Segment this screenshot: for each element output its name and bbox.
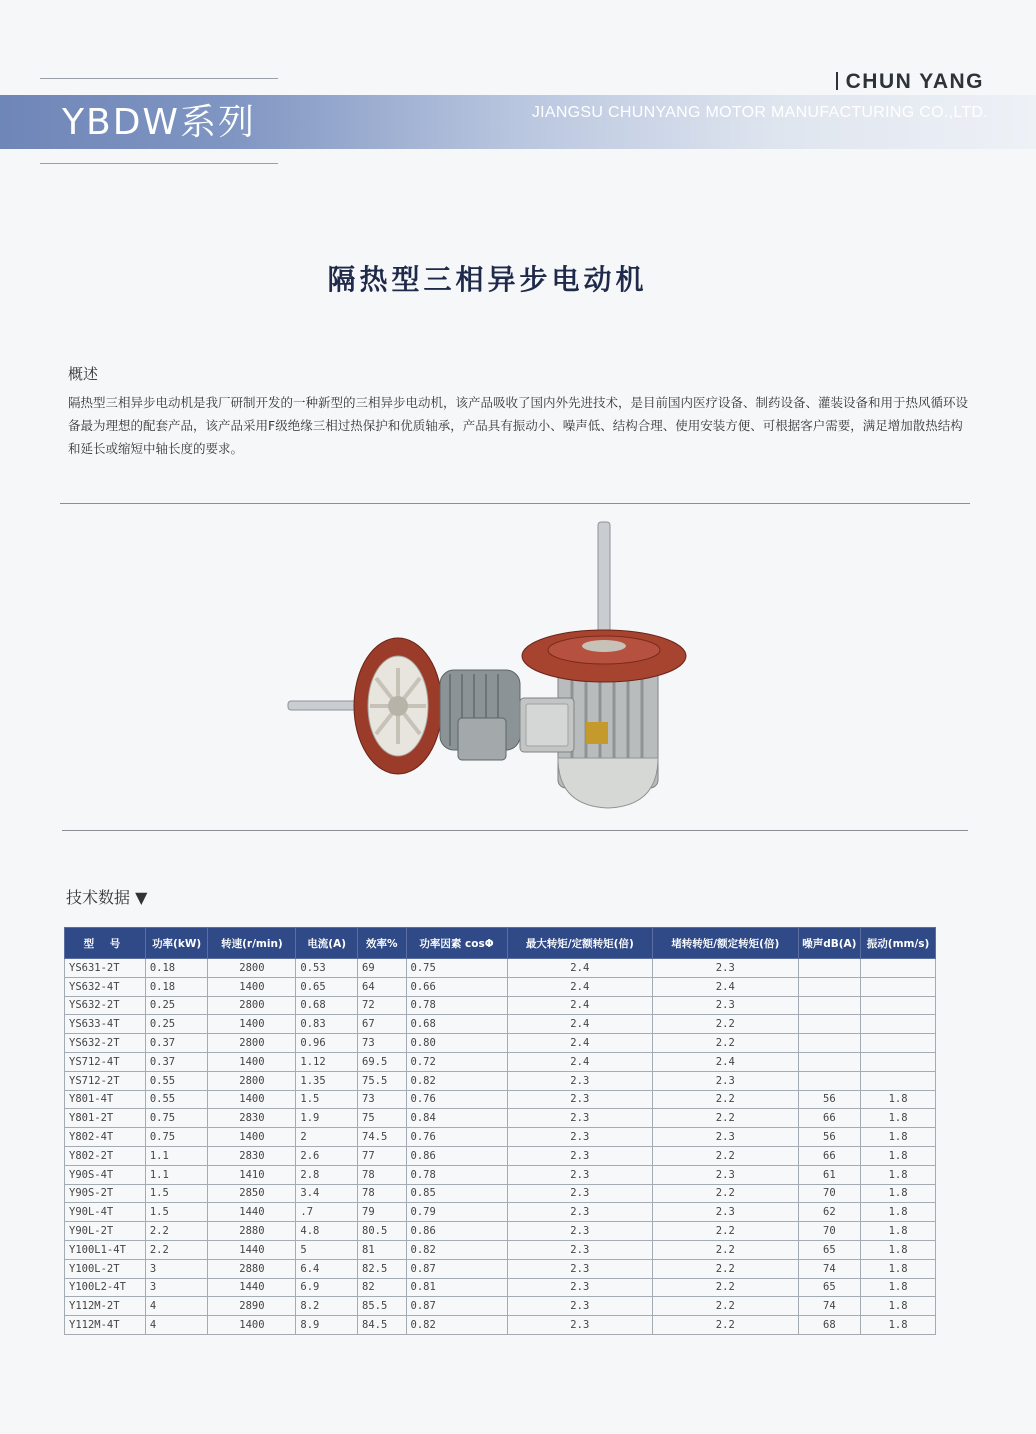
table-cell: 2.2 <box>653 1146 799 1165</box>
table-cell: 2.2 <box>653 1222 799 1241</box>
table-cell: 3.4 <box>296 1184 358 1203</box>
col-header: 堵转转矩/额定转矩(倍) <box>653 928 799 959</box>
table-cell: 80.5 <box>358 1222 407 1241</box>
table-cell: 0.86 <box>406 1222 507 1241</box>
table-row <box>65 1316 936 1335</box>
series-title: YBDW系列 <box>62 102 257 143</box>
table-cell: 2.3 <box>507 1184 653 1203</box>
table-cell: 67 <box>358 1015 407 1034</box>
table-cell: 2800 <box>208 1034 296 1053</box>
table-cell: 1.35 <box>296 1071 358 1090</box>
table-cell: 8.9 <box>296 1316 358 1335</box>
table-row <box>65 1109 936 1128</box>
table-cell: 1440 <box>208 1203 296 1222</box>
table-cell: 2.3 <box>507 1090 653 1109</box>
table-cell: 1410 <box>208 1165 296 1184</box>
table-row <box>65 1184 936 1203</box>
table-row <box>65 1165 936 1184</box>
divider-bottom <box>62 830 968 831</box>
table-cell: 1.8 <box>861 1222 936 1241</box>
table-cell: 2.4 <box>507 977 653 996</box>
table-cell <box>861 1052 936 1071</box>
table-cell: 0.76 <box>406 1090 507 1109</box>
table-row <box>65 1146 936 1165</box>
table-cell: 2.2 <box>653 1109 799 1128</box>
page-title: 隔热型三相异步电动机 <box>327 263 648 296</box>
table-cell <box>798 959 861 978</box>
table-cell: 1.8 <box>861 1128 936 1147</box>
table-cell: 4 <box>145 1316 208 1335</box>
table-cell: Y90S-2T <box>65 1184 146 1203</box>
table-cell: 0.68 <box>296 996 358 1015</box>
table-cell: 73 <box>358 1090 407 1109</box>
table-cell: 2800 <box>208 996 296 1015</box>
table-cell: 85.5 <box>358 1297 407 1316</box>
table-cell: 1.8 <box>861 1259 936 1278</box>
table-cell: 2.3 <box>507 1316 653 1335</box>
table-cell: 0.25 <box>145 1015 208 1034</box>
table-cell: 2.2 <box>653 1297 799 1316</box>
table-row <box>65 1034 936 1053</box>
table-cell: 1.8 <box>861 1203 936 1222</box>
table-cell: 61 <box>798 1165 861 1184</box>
table-cell: 74 <box>798 1297 861 1316</box>
table-cell: 0.18 <box>145 959 208 978</box>
table-cell: 79 <box>358 1203 407 1222</box>
table-row <box>65 1240 936 1259</box>
table-cell: 82.5 <box>358 1259 407 1278</box>
table-cell: 0.82 <box>406 1240 507 1259</box>
table-cell: Y802-2T <box>65 1146 146 1165</box>
table-cell: 6.9 <box>296 1278 358 1297</box>
table-cell: 5 <box>296 1240 358 1259</box>
table-row <box>65 977 936 996</box>
table-row <box>65 1278 936 1297</box>
tech-data-heading: 技术数据 ▼ <box>66 888 148 907</box>
table-cell: 2830 <box>208 1109 296 1128</box>
table-cell: 1400 <box>208 977 296 996</box>
table-cell: 2.3 <box>507 1222 653 1241</box>
table-cell: 66 <box>798 1146 861 1165</box>
table-row <box>65 1052 936 1071</box>
table-cell: 56 <box>798 1128 861 1147</box>
table-cell: 0.82 <box>406 1316 507 1335</box>
spec-table-header <box>65 928 936 959</box>
table-cell: 2.3 <box>653 1071 799 1090</box>
table-cell <box>861 959 936 978</box>
table-cell: 84.5 <box>358 1316 407 1335</box>
table-row <box>65 1090 936 1109</box>
table-cell: 0.53 <box>296 959 358 978</box>
table-cell: 2830 <box>208 1146 296 1165</box>
table-cell <box>861 996 936 1015</box>
table-cell: 3 <box>145 1259 208 1278</box>
table-cell: 2.4 <box>507 996 653 1015</box>
table-cell: YS632-2T <box>65 1034 146 1053</box>
table-cell: 4 <box>145 1297 208 1316</box>
table-cell <box>861 977 936 996</box>
table-cell: 2.3 <box>507 1297 653 1316</box>
table-cell: 0.76 <box>406 1128 507 1147</box>
brand-logo <box>836 70 984 94</box>
table-cell: 0.55 <box>145 1071 208 1090</box>
table-cell: 0.75 <box>145 1128 208 1147</box>
table-cell: 1.8 <box>861 1090 936 1109</box>
table-cell: 74 <box>798 1259 861 1278</box>
table-cell: .7 <box>296 1203 358 1222</box>
table-cell: 0.65 <box>296 977 358 996</box>
table-cell: Y802-4T <box>65 1128 146 1147</box>
table-cell: 1400 <box>208 1090 296 1109</box>
spec-table-body <box>65 959 936 1335</box>
divider-top <box>60 503 970 504</box>
table-cell: 2.2 <box>653 1034 799 1053</box>
table-cell: 1.8 <box>861 1146 936 1165</box>
table-cell: 2.8 <box>296 1165 358 1184</box>
table-cell <box>798 996 861 1015</box>
table-cell: 0.37 <box>145 1052 208 1071</box>
table-cell: 6.4 <box>296 1259 358 1278</box>
col-header: 转速(r/min) <box>208 928 296 959</box>
table-cell: 2800 <box>208 959 296 978</box>
table-cell: 2.2 <box>653 1015 799 1034</box>
table-cell: 2.3 <box>653 1128 799 1147</box>
overview-text: 隔热型三相异步电动机是我厂研制开发的一种新型的三相异步电动机，该产品吸收了国内外先进技术，是目前国内医疗设备、制药设备、灌装设备和用于热风循环设备最为理想的配套产品，该产品采用F级绝缘三相过热保护和优质轴承，产品具有振动小、噪声低、结构合理、使用安装方便、可根据客户需要，满足增加散热结构和延长或缩短中轴长度的要求。 <box>68 395 969 456</box>
table-cell: 1.8 <box>861 1240 936 1259</box>
col-header: 噪声dB(A) <box>798 928 861 959</box>
col-header: 功率因素 cosΦ <box>406 928 507 959</box>
table-cell <box>798 1034 861 1053</box>
table-cell: 0.55 <box>145 1090 208 1109</box>
table-cell: 0.87 <box>406 1297 507 1316</box>
table-cell: 82 <box>358 1278 407 1297</box>
table-cell: 78 <box>358 1165 407 1184</box>
table-cell <box>798 1052 861 1071</box>
col-header: 功率(kW) <box>145 928 208 959</box>
table-row <box>65 1015 936 1034</box>
col-header: 型 号 <box>65 928 146 959</box>
table-cell: 73 <box>358 1034 407 1053</box>
table-cell: 2.3 <box>653 959 799 978</box>
table-cell: Y100L1-4T <box>65 1240 146 1259</box>
table-cell: YS632-4T <box>65 977 146 996</box>
table-cell: 0.85 <box>406 1184 507 1203</box>
table-cell: 0.18 <box>145 977 208 996</box>
table-cell: 2.3 <box>507 1128 653 1147</box>
table-cell: 1400 <box>208 1316 296 1335</box>
table-cell: 2.3 <box>507 1109 653 1128</box>
table-cell: YS633-4T <box>65 1015 146 1034</box>
table-cell: 2.2 <box>653 1240 799 1259</box>
table-cell: 1440 <box>208 1278 296 1297</box>
table-cell: 2.3 <box>653 1165 799 1184</box>
table-cell: 0.86 <box>406 1146 507 1165</box>
table-cell: 0.78 <box>406 996 507 1015</box>
table-cell: Y112M-2T <box>65 1297 146 1316</box>
table-cell: 2.6 <box>296 1146 358 1165</box>
table-cell: 1.5 <box>145 1203 208 1222</box>
table-cell: 2880 <box>208 1222 296 1241</box>
table-cell: 70 <box>798 1222 861 1241</box>
table-cell: 1.5 <box>145 1184 208 1203</box>
table-cell: 75 <box>358 1109 407 1128</box>
header-bottom-rule <box>40 163 278 164</box>
table-cell: 77 <box>358 1146 407 1165</box>
table-cell: 2.4 <box>507 1052 653 1071</box>
table-cell: 68 <box>798 1316 861 1335</box>
table-cell: 0.82 <box>406 1071 507 1090</box>
table-cell: 2.3 <box>507 1259 653 1278</box>
table-row <box>65 1203 936 1222</box>
table-cell: 1400 <box>208 1128 296 1147</box>
table-cell: Y90S-4T <box>65 1165 146 1184</box>
table-cell: 2.2 <box>653 1090 799 1109</box>
table-cell: 2.4 <box>653 1052 799 1071</box>
table-cell: 2.3 <box>507 1146 653 1165</box>
table-cell: 1.8 <box>861 1297 936 1316</box>
table-cell: Y100L-2T <box>65 1259 146 1278</box>
table-cell: 78 <box>358 1184 407 1203</box>
table-cell: 70 <box>798 1184 861 1203</box>
table-cell <box>798 1015 861 1034</box>
spec-table <box>64 927 936 1335</box>
table-cell: 2.4 <box>653 977 799 996</box>
table-cell: 72 <box>358 996 407 1015</box>
brand-name: CHUN YANG <box>845 70 984 93</box>
col-header: 效率% <box>358 928 407 959</box>
table-cell: 64 <box>358 977 407 996</box>
table-cell: 2.2 <box>145 1240 208 1259</box>
table-cell: Y90L-2T <box>65 1222 146 1241</box>
table-cell: 2.4 <box>507 1015 653 1034</box>
table-cell: 1.8 <box>861 1109 936 1128</box>
table-cell: 1.8 <box>861 1165 936 1184</box>
table-cell: 0.84 <box>406 1109 507 1128</box>
table-cell: 2.2 <box>653 1278 799 1297</box>
table-cell: 0.87 <box>406 1259 507 1278</box>
table-cell: 66 <box>798 1109 861 1128</box>
table-cell: YS712-4T <box>65 1052 146 1071</box>
table-cell: 0.66 <box>406 977 507 996</box>
table-cell <box>798 1071 861 1090</box>
table-cell <box>861 1034 936 1053</box>
table-cell: 2850 <box>208 1184 296 1203</box>
table-cell <box>861 1015 936 1034</box>
table-cell: 0.96 <box>296 1034 358 1053</box>
table-cell: 65 <box>798 1278 861 1297</box>
col-header: 电流(A) <box>296 928 358 959</box>
table-cell: 3 <box>145 1278 208 1297</box>
table-cell: 1.12 <box>296 1052 358 1071</box>
table-cell: 69.5 <box>358 1052 407 1071</box>
company-name: JIANGSU CHUNYANG MOTOR MANUFACTURING CO.,LTD. <box>531 104 988 121</box>
table-cell: 75.5 <box>358 1071 407 1090</box>
table-cell: 0.79 <box>406 1203 507 1222</box>
table-cell: 2880 <box>208 1259 296 1278</box>
table-cell: 0.68 <box>406 1015 507 1034</box>
table-cell: 2.3 <box>507 1240 653 1259</box>
table-cell: 2.3 <box>507 1278 653 1297</box>
table-cell: 56 <box>798 1090 861 1109</box>
table-row <box>65 1259 936 1278</box>
table-cell: 2.4 <box>507 959 653 978</box>
table-cell: 69 <box>358 959 407 978</box>
motor-left <box>288 638 520 774</box>
table-row <box>65 996 936 1015</box>
table-cell: 2.3 <box>507 1203 653 1222</box>
table-cell: 1440 <box>208 1240 296 1259</box>
table-cell: 2.3 <box>507 1071 653 1090</box>
table-cell: 1.9 <box>296 1109 358 1128</box>
table-cell: YS631-2T <box>65 959 146 978</box>
table-cell <box>861 1071 936 1090</box>
table-cell: 74.5 <box>358 1128 407 1147</box>
table-cell: 1.5 <box>296 1090 358 1109</box>
col-header: 最大转矩/定额转矩(倍) <box>507 928 653 959</box>
header-top-rule <box>40 78 278 79</box>
table-cell: 1400 <box>208 1052 296 1071</box>
table-cell: 0.80 <box>406 1034 507 1053</box>
table-cell: 0.37 <box>145 1034 208 1053</box>
table-cell: 0.75 <box>406 959 507 978</box>
table-cell: 2.3 <box>653 996 799 1015</box>
table-cell: 2.3 <box>653 1203 799 1222</box>
table-row <box>65 1222 936 1241</box>
motor-right <box>520 522 686 808</box>
table-cell: 1.8 <box>861 1316 936 1335</box>
table-cell: 0.83 <box>296 1015 358 1034</box>
table-cell: 62 <box>798 1203 861 1222</box>
table-cell: 1.1 <box>145 1165 208 1184</box>
table-cell: 1400 <box>208 1015 296 1034</box>
table-cell: YS712-2T <box>65 1071 146 1090</box>
table-cell <box>798 977 861 996</box>
table-cell: Y801-4T <box>65 1090 146 1109</box>
table-cell: Y112M-4T <box>65 1316 146 1335</box>
table-cell: 1.8 <box>861 1184 936 1203</box>
table-cell: 1.8 <box>861 1278 936 1297</box>
table-cell: 2800 <box>208 1071 296 1090</box>
table-cell: 8.2 <box>296 1297 358 1316</box>
table-cell: 2890 <box>208 1297 296 1316</box>
table-cell: 2.2 <box>653 1184 799 1203</box>
table-cell: YS632-2T <box>65 996 146 1015</box>
table-cell: Y90L-4T <box>65 1203 146 1222</box>
table-cell: 0.25 <box>145 996 208 1015</box>
col-header: 振动(mm/s) <box>861 928 936 959</box>
table-cell: 0.78 <box>406 1165 507 1184</box>
table-cell: 2.2 <box>145 1222 208 1241</box>
table-cell: 0.75 <box>145 1109 208 1128</box>
table-cell: 0.72 <box>406 1052 507 1071</box>
motor-product-image <box>280 518 700 818</box>
brand-bar <box>836 72 838 90</box>
table-row <box>65 1128 936 1147</box>
table-cell: 2 <box>296 1128 358 1147</box>
overview-heading: 概述 <box>68 365 99 383</box>
table-cell: 4.8 <box>296 1222 358 1241</box>
table-cell: 65 <box>798 1240 861 1259</box>
table-cell: 2.2 <box>653 1259 799 1278</box>
table-cell: 81 <box>358 1240 407 1259</box>
table-cell: Y801-2T <box>65 1109 146 1128</box>
table-row <box>65 959 936 978</box>
table-row <box>65 1297 936 1316</box>
table-cell: 1.1 <box>145 1146 208 1165</box>
table-cell: 2.2 <box>653 1316 799 1335</box>
table-row <box>65 1071 936 1090</box>
table-cell: 2.4 <box>507 1034 653 1053</box>
table-cell: 0.81 <box>406 1278 507 1297</box>
table-cell: 2.3 <box>507 1165 653 1184</box>
table-cell: Y100L2-4T <box>65 1278 146 1297</box>
